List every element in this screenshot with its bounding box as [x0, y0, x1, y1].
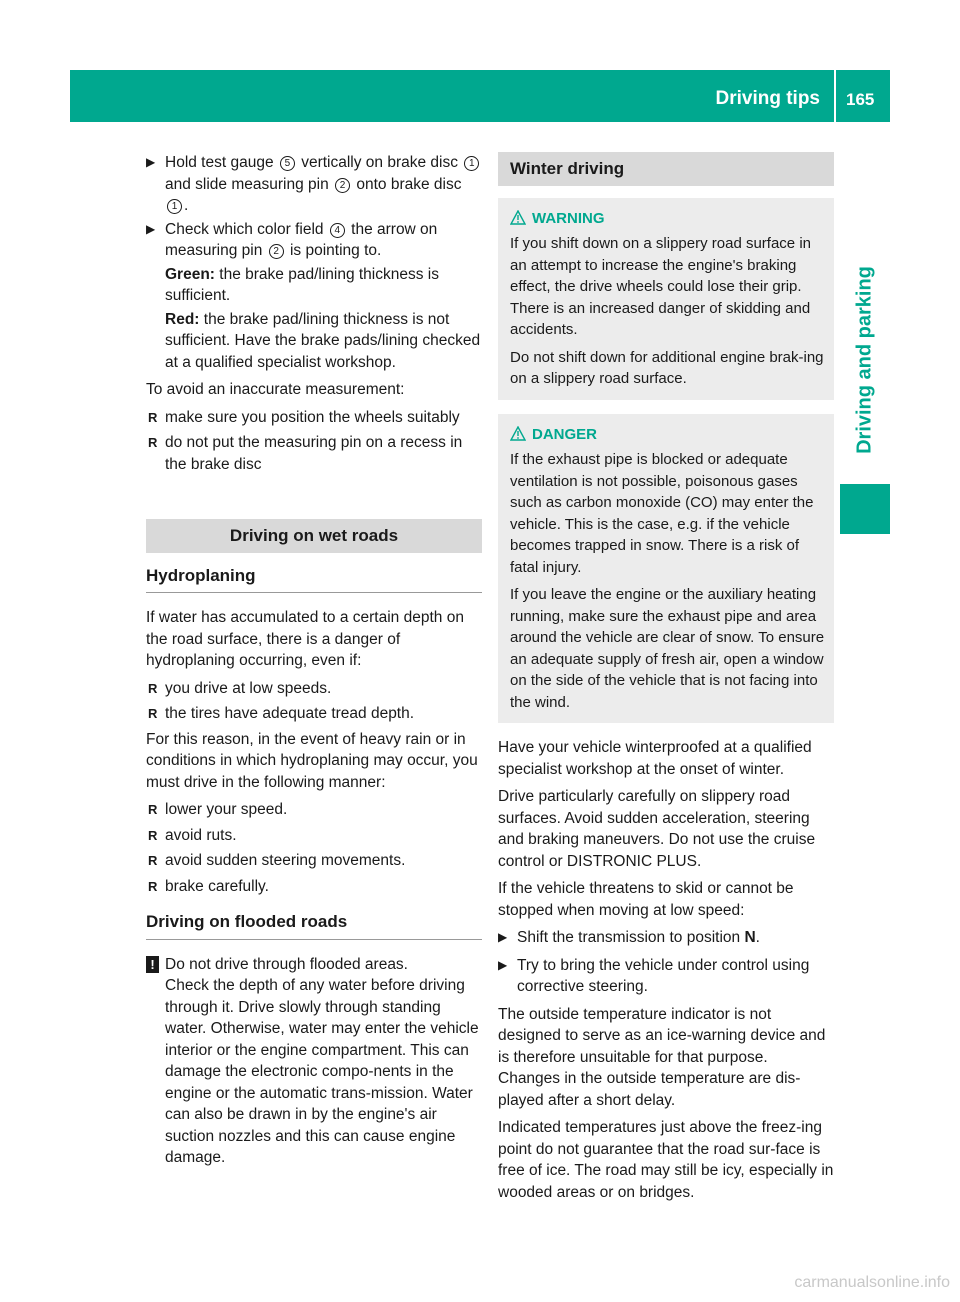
temp-icy-text: Indicated temperatures just above the freez-ing point do not guarantee that the road sur-face is free of ice. The road may still be icy, especially in wooded areas or on bridges. [498, 1119, 834, 1201]
notice-icon: ! [146, 956, 159, 973]
watermark: carmanualsonline.info [794, 1274, 950, 1291]
list-item: R avoid sudden steering movements. [148, 852, 406, 869]
header-title: Driving tips [715, 88, 820, 109]
hydro-reason: For this reason, in the event of heavy rain or in conditions in which hydroplaning may occur, you must drive in the following manner: [146, 730, 478, 791]
instruction-step: ▶ Try to bring the vehicle under control using corrective steering. [498, 956, 810, 995]
header-bar [70, 70, 890, 122]
instruction-step: ▶ Check which color field 4 the arrow on measuring pin 2 is pointing to. [146, 220, 438, 259]
callout-number: 2 [335, 178, 350, 193]
page-number: 165 [846, 90, 875, 109]
arrow-icon: ▶ [498, 930, 508, 944]
list-item: R make sure you position the wheels suitably [148, 408, 460, 426]
notice-block: ! Do not drive through flooded areas. Check the depth of any water before driving through it. Drive slowly through standing water. Otherwise, water may enter the vehicle interior or the engine compartment. This can damage the electronic compo-nents in the engine or the automatic trans-mission. Water can also be drawn in by the engine's air suction nozzles and this can cause engine damage. [146, 954, 482, 1169]
list-item: R you drive at low speeds. [148, 679, 332, 697]
list-item: R brake carefully. [148, 877, 269, 895]
danger-icon [510, 426, 526, 441]
left-column [146, 152, 482, 1169]
green-result: Green: the brake pad/lining thickness is sufficient. [165, 265, 439, 304]
arrow-icon: ▶ [146, 221, 156, 236]
warning-heading: WARNING [510, 208, 826, 230]
instruction-step: ▶ Shift the transmission to position N. [498, 927, 834, 949]
list-item: R lower your speed. [148, 801, 288, 818]
header-separator [834, 70, 836, 122]
danger-heading: DANGER [510, 424, 826, 446]
subheading-hydroplaning: Hydroplaning [146, 565, 482, 594]
list-item: R the tires have adequate tread depth. [148, 705, 415, 722]
right-column [498, 152, 834, 1209]
skid-intro: If the vehicle threatens to skid or cannot be stopped when moving at low speed: [498, 880, 794, 919]
callout-number: 5 [280, 156, 295, 171]
winterproof-text: Have your vehicle winterproofed at a qualified specialist workshop at the onset of winter. [498, 739, 812, 778]
instruction-step: ▶ Hold test gauge 5 vertically on brake disc 1 and slide measuring pin 2 onto brake disc 1 . [146, 152, 482, 217]
section-heading-wet-roads: Driving on wet roads [146, 519, 482, 553]
list-item: R do not put the measuring pin on a recess in the brake disc [148, 434, 463, 473]
list-item: R avoid ruts. [148, 826, 237, 844]
red-result: Red: the brake pad/lining thickness is not sufficient. Have the brake pads/lining checked at a qualified specialist workshop. [165, 310, 481, 371]
arrow-icon: ▶ [146, 155, 156, 169]
side-tab-label: Driving and parking [853, 266, 876, 454]
avoid-intro: To avoid an inaccurate measurement: [146, 381, 405, 398]
callout-number: 2 [269, 244, 284, 259]
callout-number: 1 [167, 199, 182, 214]
danger-box: DANGER If the exhaust pipe is blocked or adequate ventilation is not possible, poisonous gases such as carbon monoxide (CO) may enter the vehicle. This is the case, e.g. if the vehicle becomes trapped in snow. There is a risk of fatal injury. If you leave the engine or the auxiliary heating running, make sure the exhaust pipe and area around the vehicle are clear of snow. To ensure an adequate supply of fresh air, open a window on the side of the vehicle that is not facing into the wind. [498, 414, 834, 724]
hydro-intro: If water has accumulated to a certain depth on the road surface, there is a danger of hydroplaning occurring, even if: [146, 609, 464, 669]
side-tab-marker [840, 484, 890, 534]
warning-icon [510, 210, 526, 225]
temp-indicator-text: The outside temperature indicator is not designed to serve as an ice-warning device and is therefore unsuitable for that purpose. Changes in the outside temperature are dis-played after a short delay. [498, 1005, 826, 1109]
callout-number: 4 [330, 223, 345, 238]
callout-number: 1 [464, 156, 479, 171]
subheading-flooded-roads: Driving on flooded roads [146, 911, 482, 940]
arrow-icon: ▶ [498, 957, 508, 972]
careful-text: Drive particularly carefully on slippery road surfaces. Avoid sudden acceleration, steering and braking maneuvers. Do not use the cruise control or DISTRONIC PLUS. [498, 788, 816, 870]
warning-box: WARNING If you shift down on a slippery road surface in an attempt to increase the engine's braking effect, the drive wheels could lose their grip. There is an increased danger of skidding and accidents. Do not shift down for additional engine brak-ing on a slippery road surface. [498, 198, 834, 400]
section-heading-winter: Winter driving [498, 152, 834, 186]
